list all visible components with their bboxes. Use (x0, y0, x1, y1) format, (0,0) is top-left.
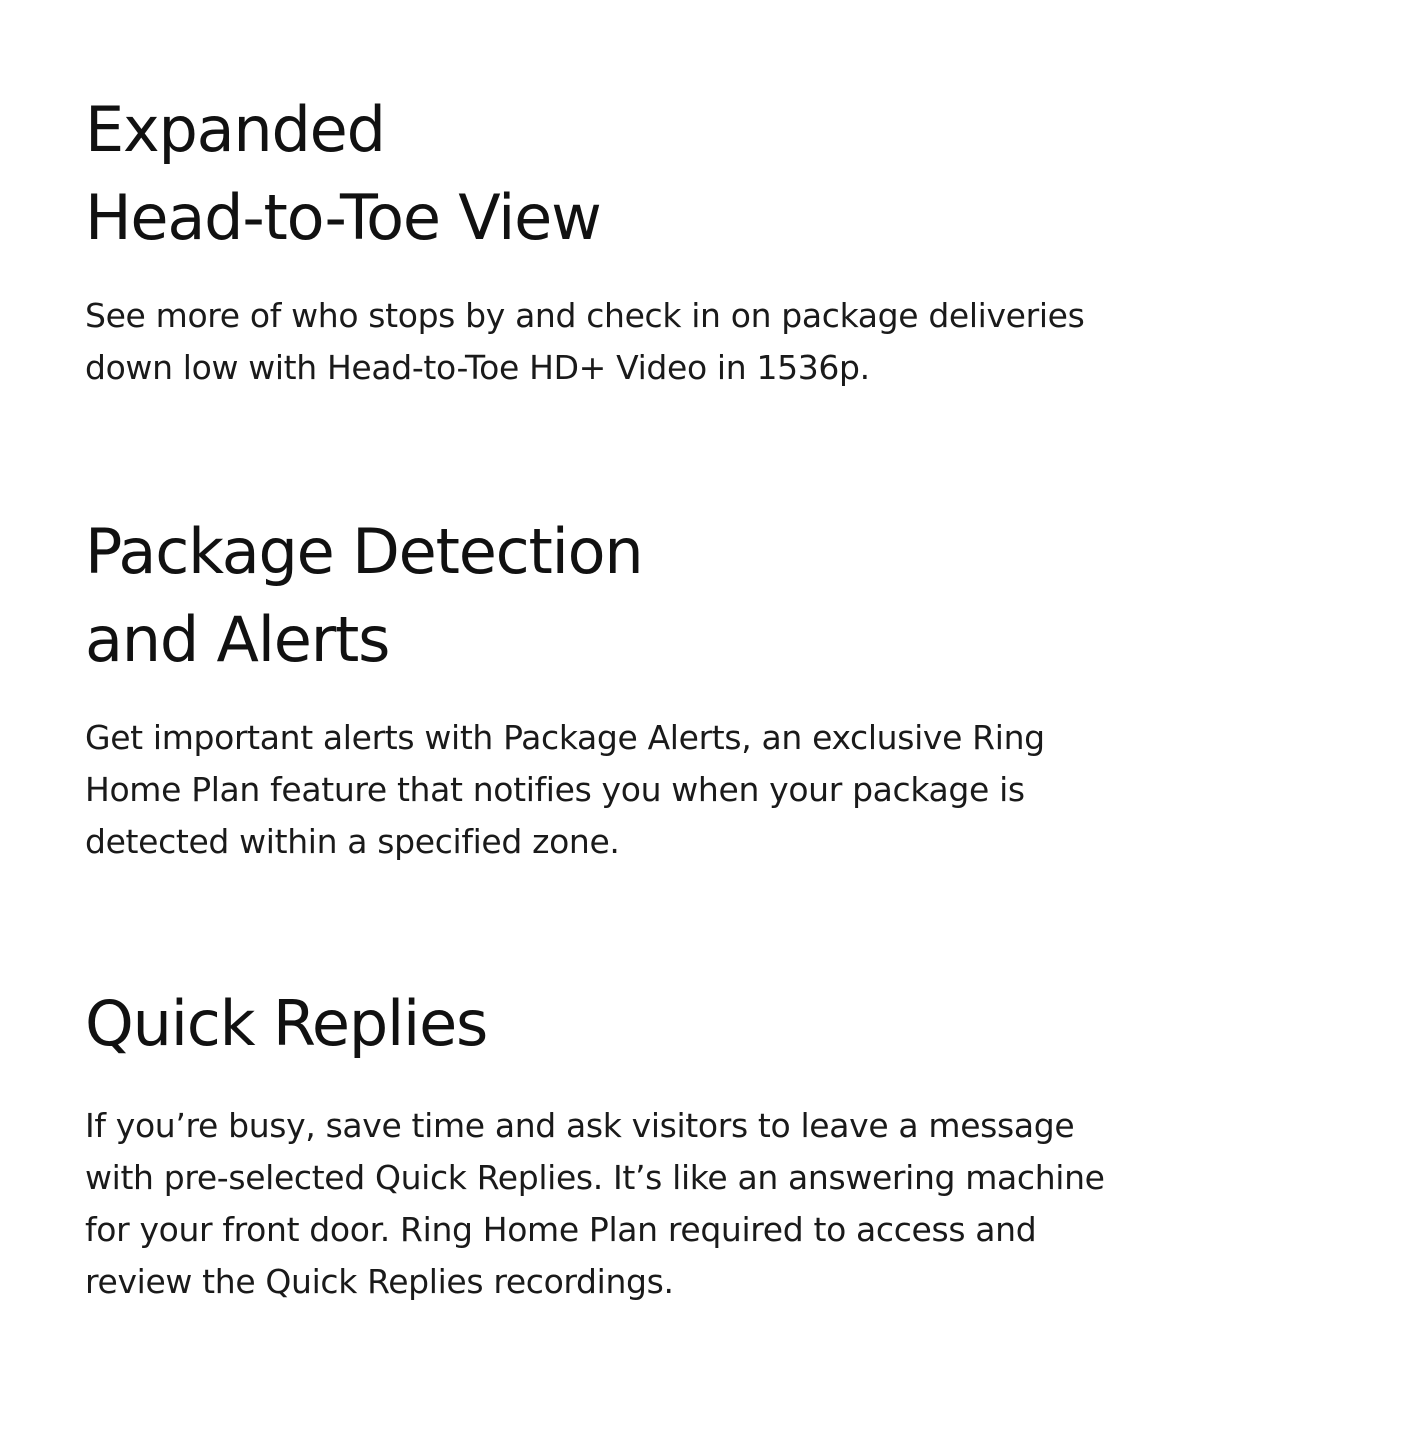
feature-description-line: down low with Head-to-Toe HD+ Video in 1536p. (85, 348, 870, 387)
feature-description-line: See more of who stops by and check in on package deliveries (85, 296, 1085, 335)
feature-title-line: Quick Replies (85, 987, 488, 1060)
feature-description-line: Home Plan feature that notifies you when your package is (85, 770, 1025, 809)
feature-title (85, 980, 1265, 1068)
feature-description (85, 290, 1265, 394)
feature-title-line: and Alerts (85, 603, 390, 676)
feature-title-line: Expanded (85, 93, 385, 166)
feature-title-line: Head-to-Toe View (85, 181, 601, 254)
feature-expanded-head-to-toe-view (85, 86, 1265, 394)
feature-package-detection-and-alerts (85, 508, 1265, 868)
feature-quick-replies (85, 980, 1265, 1308)
feature-description-line: review the Quick Replies recordings. (85, 1262, 674, 1301)
feature-description (85, 712, 1265, 868)
feature-description (85, 1100, 1265, 1308)
feature-title (85, 86, 1265, 262)
feature-title-line: Package Detection (85, 515, 643, 588)
feature-description-line: If you’re busy, save time and ask visitors to leave a message (85, 1106, 1075, 1145)
feature-description-line: for your front door. Ring Home Plan required to access and (85, 1210, 1037, 1249)
feature-description-line: detected within a specified zone. (85, 822, 620, 861)
feature-description-line: Get important alerts with Package Alerts, an exclusive Ring (85, 718, 1045, 757)
feature-description-line: with pre-selected Quick Replies. It’s like an answering machine (85, 1158, 1105, 1197)
feature-title (85, 508, 1265, 684)
